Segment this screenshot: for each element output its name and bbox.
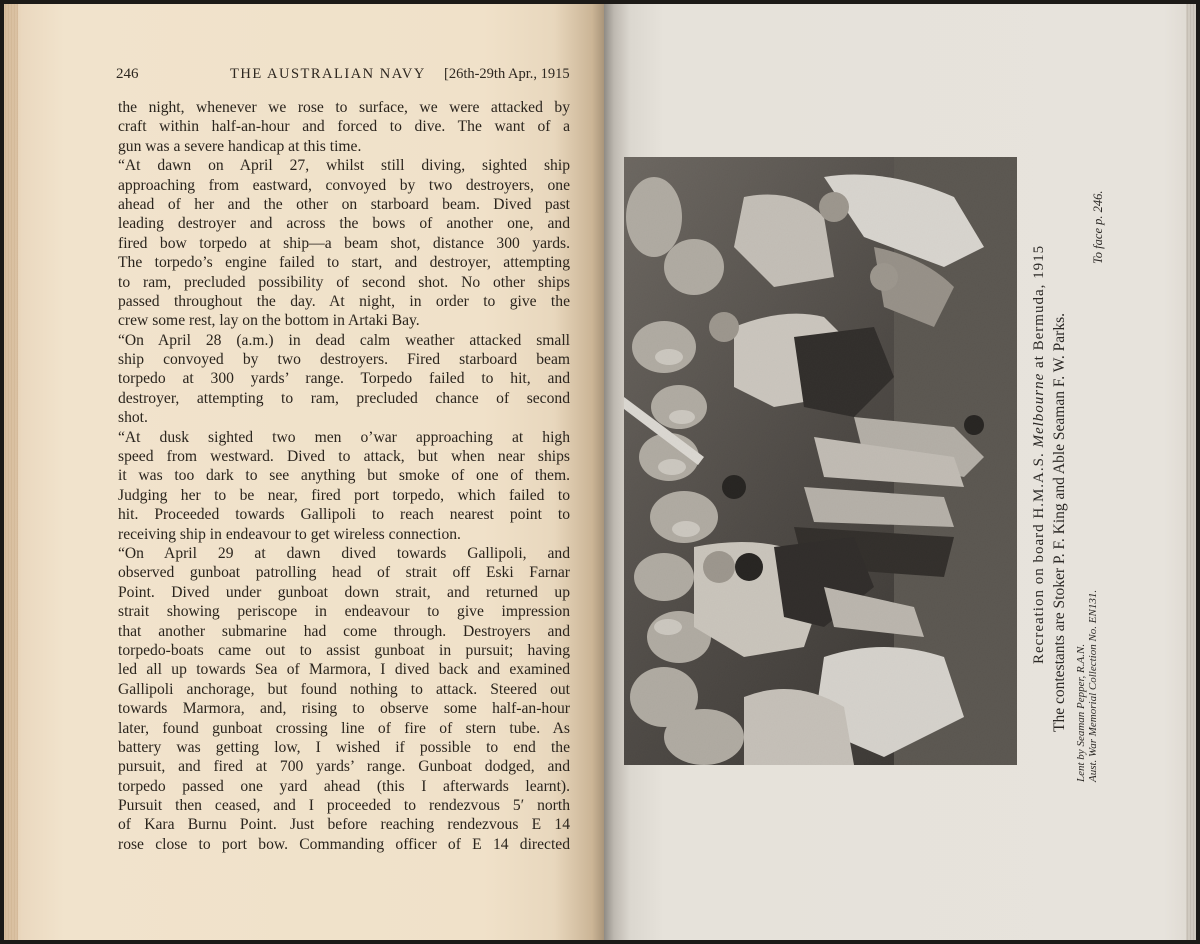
- text-line: The torpedo’s engine failed to start, and destroyer, attempting: [118, 254, 570, 272]
- text-line: Judging her to be near, fired port torpedo, which failed to: [118, 486, 570, 504]
- text-line: hit. Proceeded towards Gallipoli to reach nearest point to: [118, 506, 570, 524]
- text-line: shot.: [118, 409, 148, 427]
- text-line: approaching from eastward, convoyed by two destroyers, one: [118, 176, 570, 194]
- text-line: led all up towards Sea of Marmora, I dived back and examined: [118, 661, 570, 679]
- book-spread: [4, 4, 1196, 940]
- running-title: THE AUSTRALIAN NAVY: [230, 66, 426, 82]
- text-line: torpedo-boats came out to assist gunboat in pursuit; having: [118, 641, 570, 659]
- text-line: Pursuit then ceased, and I proceeded to rendezvous 5′ north: [118, 797, 570, 815]
- to-face-note: To face p. 246.: [1091, 190, 1105, 264]
- text-line: destroyer, attempting to ram, precluded chance of second: [118, 389, 570, 407]
- text-line: later, found gunboat crossing line of fire of stern tube. As: [118, 719, 570, 737]
- boxing-photograph: [624, 157, 1017, 765]
- text-line: strait showing periscope in endeavour to give impression: [118, 603, 570, 621]
- text-line: receiving ship in endeavour to get wireless connection.: [118, 525, 461, 543]
- text-line: observed gunboat patrolling head of strait off Eski Farnar: [118, 564, 570, 582]
- text-line: it was too dark to see anything but smoke of one of them.: [118, 467, 570, 485]
- text-line: torpedo passed one yard ahead (this I afterwards learnt).: [118, 777, 570, 795]
- running-header: [116, 66, 570, 88]
- text-line: “At dawn on April 27, whilst still diving, sighted ship: [118, 157, 570, 175]
- text-line: of Kara Burnu Point. Just before reaching rendezvous E 14: [118, 816, 570, 834]
- caption-title: Recreation on board H.M.A.S. Melbourne at Bermuda, 1915: [1031, 244, 1047, 664]
- text-line: craft within half-an-hour and forced to dive. The want of a: [118, 118, 570, 136]
- text-line: “On April 28 (a.m.) in dead calm weather attacked small: [118, 331, 570, 349]
- text-line: speed from westward. Dived to attack, but when near ships: [118, 448, 570, 466]
- text-line: leading destroyer and across the bows of another one, and: [118, 215, 570, 233]
- page-edge-right: [1186, 4, 1196, 940]
- text-line: fired bow torpedo at ship—a beam shot, distance 300 yards.: [118, 234, 570, 252]
- text-line: to ram, precluded possibility of second shot. No other ships: [118, 273, 570, 291]
- body-text: [118, 98, 570, 854]
- text-line: “On April 29 at dawn dived towards Gallipoli, and: [118, 544, 570, 562]
- text-line: rose close to port bow. Commanding officer of E 14 directed: [118, 835, 570, 853]
- text-line: that another submarine had come through. Destroyers and: [118, 622, 570, 640]
- text-line: torpedo at 300 yards’ range. Torpedo failed to hit, and: [118, 370, 570, 388]
- text-line: gun was a severe handicap at this time.: [118, 137, 362, 155]
- photo-caption: [1027, 144, 1107, 784]
- left-page: [4, 4, 604, 940]
- text-line: Point. Dived under gunboat down strait, and returned up: [118, 583, 570, 601]
- running-date: [26th-29th Apr., 1915: [444, 66, 570, 82]
- text-line: ship convoyed by two destroyers. Fired starboard beam: [118, 351, 570, 369]
- photo-illustration: [624, 157, 1017, 765]
- page-number: 246: [116, 66, 139, 82]
- text-line: “At dusk sighted two men o’war approaching at high: [118, 428, 570, 446]
- photo-credit: Lent by Seaman Pepper, R.A.N. Aust. War Memorial Collection No. EN131.: [1075, 589, 1099, 782]
- text-line: pursuit, and fired at 700 yards’ range. Gunboat dodged, and: [118, 758, 570, 776]
- text-line: battery was getting low, I wished if possible to end the: [118, 738, 570, 756]
- text-line: the night, whenever we rose to surface, we were attacked by: [118, 99, 570, 116]
- page-edge: [4, 4, 18, 940]
- text-line: towards Marmora, and, rising to observe some half-an-hour: [118, 700, 570, 718]
- text-line: ahead of her and the other on starboard beam. Dived past: [118, 195, 570, 213]
- text-line: passed throughout the day. At night, in order to give the: [118, 292, 570, 310]
- caption-subtitle: The contestants are Stoker P. F. King and Able Seaman F. W. Parks.: [1051, 313, 1068, 732]
- text-line: crew some rest, lay on the bottom in Artaki Bay.: [118, 312, 420, 330]
- text-line: Gallipoli anchorage, but found nothing to attack. Steered out: [118, 680, 570, 698]
